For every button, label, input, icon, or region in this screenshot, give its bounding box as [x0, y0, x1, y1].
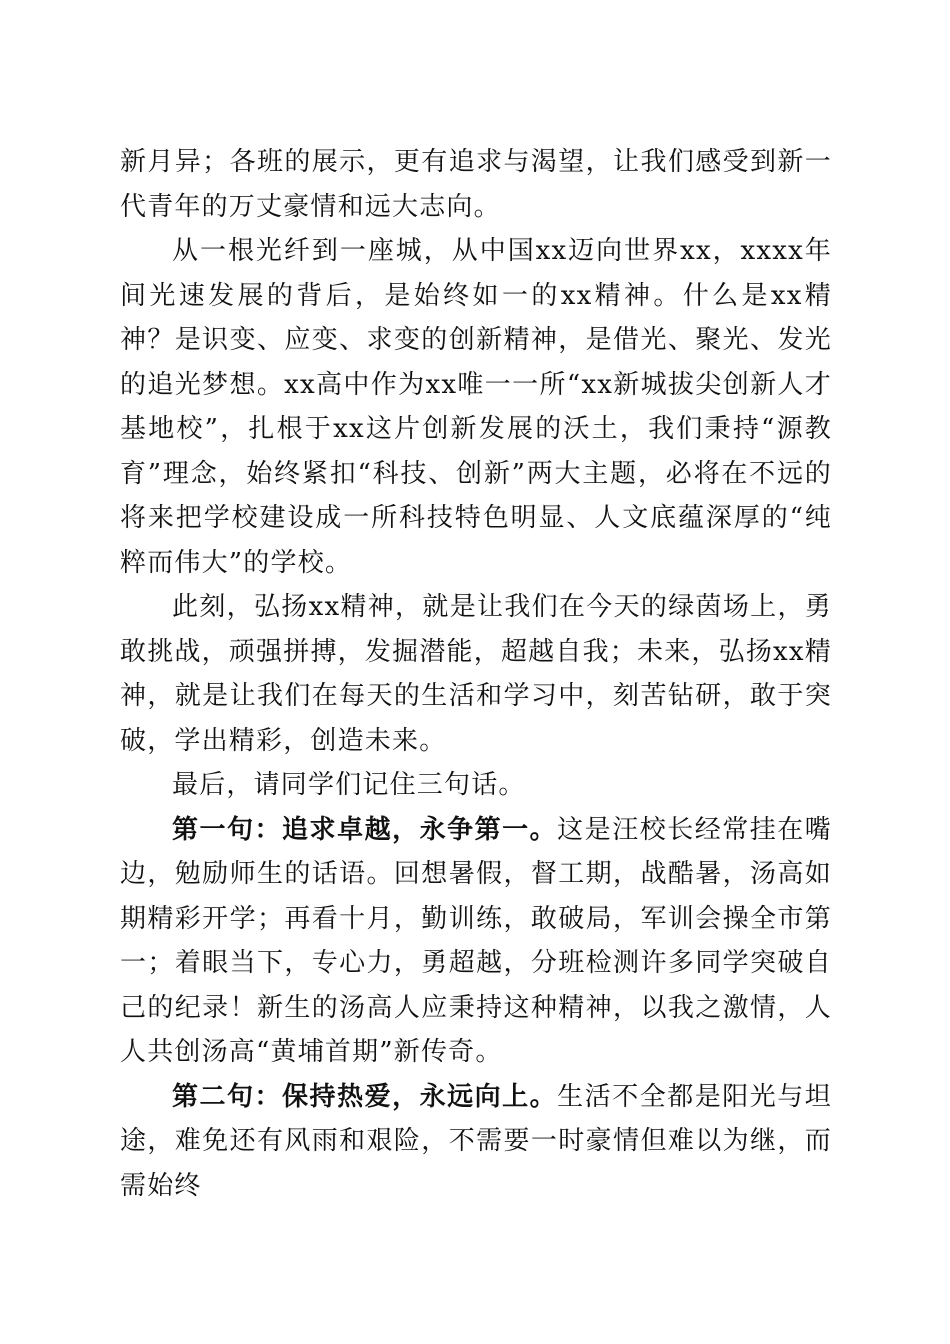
first-sentence-body: 这是汪校长经常挂在嘴边，勉励师生的话语。回想暑假，督工期，战酷暑，汤高如期精彩开学；再看十月，勤训练，敢破局，军训会操全市第一；着眼当下，专心力，勇超越，分班检测许多同学突破自己的纪录！新生的汤高人应秉持这种精神，以我之激情，人人共创汤高“黄埔首期”新传奇。	[120, 814, 832, 1067]
first-sentence-heading: 第一句：追求卓越，永争第一。	[172, 814, 558, 845]
paragraph-continuation: 新月异；各班的展示，更有追求与渴望，让我们感受到新一代青年的万丈豪情和远大志向。	[120, 147, 832, 222]
paragraph-three-sentences-intro: 最后，请同学们记住三句话。	[172, 770, 526, 800]
document-body	[120, 140, 832, 1208]
second-sentence-heading: 第二句：保持热爱，永远向上。	[172, 1081, 558, 1112]
paragraph-xx-spirit: 从一根光纤到一座城，从中国xx迈向世界xx，xxxx年间光速发展的背后，是始终如一的xx精神。什么是xx精神？是识变、应变、求变的创新精神，是借光、聚光、发光的追光梦想。xx高中作为xx唯一一所“xx新城拔尖创新人才基地校”，扎根于xx这片创新发展的沃土，我们秉持“源教育”理念，始终紧扣“科技、创新”两大主题，必将在不远的将来把学校建设成一所科技特色明显、人文底蕴深厚的“纯粹而伟大”的学校。	[120, 236, 832, 578]
paragraph-first-sentence	[120, 808, 832, 1075]
second-sentence-body: 生活不全都是阳光与坦途，难免还有风雨和艰险，不需要一时豪情但难以为继，而需始终	[120, 1081, 832, 1201]
paragraph-second-sentence	[120, 1075, 832, 1209]
paragraph-carry-forward: 此刻，弘扬xx精神，就是让我们在今天的绿茵场上，勇敢挑战，顽强拼搏，发掘潜能，超越自我；未来，弘扬xx精神，就是让我们在每天的生活和学习中，刻苦钻研，敢于突破，学出精彩，创造未来。	[120, 592, 832, 756]
